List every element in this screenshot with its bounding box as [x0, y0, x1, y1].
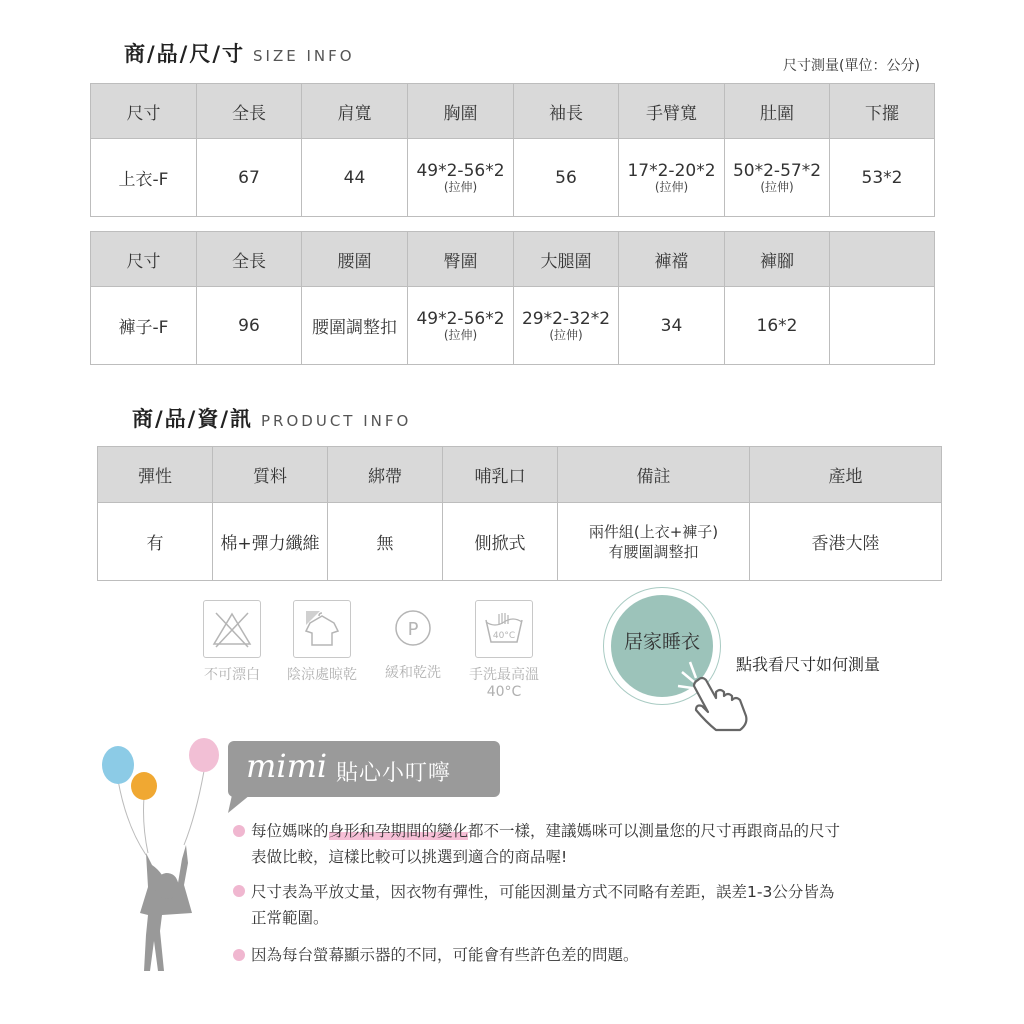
tip-bullet [233, 885, 245, 897]
orange-balloon [131, 772, 157, 800]
temp-label: 40°C [492, 631, 516, 641]
header-cell: 肩寬 [302, 84, 408, 139]
header-cell: 褲襠 [619, 232, 725, 287]
remark-line2: 有腰圍調整扣 [608, 542, 699, 561]
product-section-title [132, 403, 411, 433]
waist-cell: 腰圍調整扣 [302, 287, 408, 365]
header-cell: 袖長 [514, 84, 619, 139]
product-title-en: PRODUCT INFO [261, 412, 412, 430]
stretch-note: (拉伸) [443, 328, 478, 342]
stretch-note: (拉伸) [443, 180, 478, 194]
hand-wash-40-icon [475, 600, 533, 658]
unit-note: 尺寸測量(單位：公分) [783, 58, 920, 74]
tip-bullet [233, 949, 245, 961]
belly-value: 50*2-57*2 [732, 161, 822, 181]
material-cell: 棉+彈力纖維 [213, 503, 328, 581]
measure-circle-text: 居家睡衣 [623, 630, 700, 653]
size-title-zh: 商/品/尺/寸 [124, 42, 246, 66]
header-cell: 褲腳 [725, 232, 830, 287]
product-header-row [98, 447, 942, 503]
care-dry-clean [376, 600, 450, 682]
elasticity-cell: 有 [98, 503, 213, 581]
header-cell [830, 232, 935, 287]
header-cell: 彈性 [98, 447, 213, 503]
tip-item-1 [251, 818, 931, 870]
header-cell: 尺寸 [91, 232, 197, 287]
product-info-table [97, 446, 942, 581]
shade-dry-icon [293, 600, 351, 658]
thigh-value: 29*2-32*2 [521, 309, 611, 329]
crotch-cell: 34 [619, 287, 725, 365]
stretch-note: (拉伸) [760, 180, 794, 194]
sleeve-cell: 56 [514, 139, 619, 217]
shoulder-cell: 44 [302, 139, 408, 217]
size-title-en: SIZE INFO [253, 47, 355, 65]
tip1-after: 都不一樣，建議媽咪可以測量您的尺寸再跟商品的尺寸 [468, 822, 841, 840]
header-cell: 備註 [558, 447, 750, 503]
table-row [91, 139, 935, 217]
care-label: 不可漂白 [204, 667, 260, 683]
remark-cell [558, 503, 750, 581]
care-label: 陰涼處晾乾 [287, 667, 357, 683]
header-cell: 哺乳口 [443, 447, 558, 503]
tips-banner [228, 741, 500, 797]
care-label-temp: 40°C [486, 684, 522, 700]
care-label: 緩和乾洗 [385, 665, 441, 681]
tip1-line2: 表做比較，這樣比較可以挑選到適合的商品喔! [251, 848, 568, 866]
girl-silhouette [140, 845, 192, 971]
hip-value: 49*2-56*2 [416, 309, 505, 329]
header-cell: 尺寸 [91, 84, 197, 139]
pants-header-row [91, 232, 935, 287]
length-cell: 67 [197, 139, 302, 217]
chest-cell [408, 139, 514, 217]
leg-cell: 16*2 [725, 287, 830, 365]
dry-clean-icon [385, 600, 441, 656]
measure-link[interactable]: 點我看尺寸如何測量 [736, 655, 881, 674]
no-bleach-icon [203, 600, 261, 658]
header-cell: 質料 [213, 447, 328, 503]
care-no-bleach [195, 600, 269, 684]
top-size-table [90, 83, 935, 217]
top-header-row [91, 84, 935, 139]
size-name-cell: 褲子-F [91, 287, 197, 365]
header-cell: 綁帶 [328, 447, 443, 503]
stretch-note: (拉伸) [549, 328, 583, 342]
belly-cell [725, 139, 830, 217]
tip2-line1: 尺寸表為平放丈量，因衣物有彈性，可能因測量方式不同略有差距，誤差1-3公分皆為 [251, 883, 835, 901]
length-cell: 96 [197, 287, 302, 365]
tip1-highlight: 身形和孕期間的變化 [328, 822, 469, 840]
thigh-cell [514, 287, 619, 365]
header-cell: 腰圍 [302, 232, 408, 287]
care-label: 手洗最高溫 [469, 667, 539, 683]
blue-balloon [102, 746, 134, 784]
nursing-cell: 側掀式 [443, 503, 558, 581]
header-cell: 產地 [750, 447, 942, 503]
dry-clean-symbol: P [407, 619, 419, 640]
header-cell: 肚圍 [725, 84, 830, 139]
care-hand-wash [460, 600, 548, 700]
strap-cell: 無 [328, 503, 443, 581]
pink-balloon [189, 738, 219, 772]
table-row [98, 503, 942, 581]
arm-cell [619, 139, 725, 217]
stretch-note: (拉伸) [654, 180, 689, 194]
tip1-before: 每位媽咪的 [251, 822, 329, 840]
header-cell: 全長 [197, 232, 302, 287]
origin-cell: 香港大陸 [750, 503, 942, 581]
tip3-line1: 因為每台螢幕顯示器的不同，可能會有些許色差的問題。 [251, 946, 639, 964]
hip-cell [408, 287, 514, 365]
hem-cell: 53*2 [830, 139, 935, 217]
header-cell: 手臂寬 [619, 84, 725, 139]
pants-size-table [90, 231, 935, 365]
table-row [91, 287, 935, 365]
remark-line1: 兩件組(上衣+褲子) [588, 522, 719, 541]
product-title-zh: 商/品/資/訊 [132, 407, 254, 431]
care-shade-dry [278, 600, 366, 684]
header-cell: 胸圍 [408, 84, 514, 139]
tips-brand: mimi [246, 747, 328, 785]
header-cell: 臀圍 [408, 232, 514, 287]
tip-item-3 [251, 942, 931, 968]
empty-cell [830, 287, 935, 365]
size-section-title [124, 38, 355, 68]
header-cell: 全長 [197, 84, 302, 139]
tip2-line2: 正常範圍。 [251, 909, 329, 927]
tip-item-2 [251, 879, 931, 931]
banner-tail [228, 795, 252, 815]
header-cell: 下擺 [830, 84, 935, 139]
chest-value: 49*2-56*2 [416, 161, 505, 181]
tip-bullet [233, 825, 245, 837]
arm-value: 17*2-20*2 [627, 161, 716, 181]
tips-title: 貼心小叮嚀 [336, 761, 452, 786]
header-cell: 大腿圍 [514, 232, 619, 287]
balloons-illustration [96, 735, 226, 995]
size-name-cell: 上衣-F [91, 139, 197, 217]
